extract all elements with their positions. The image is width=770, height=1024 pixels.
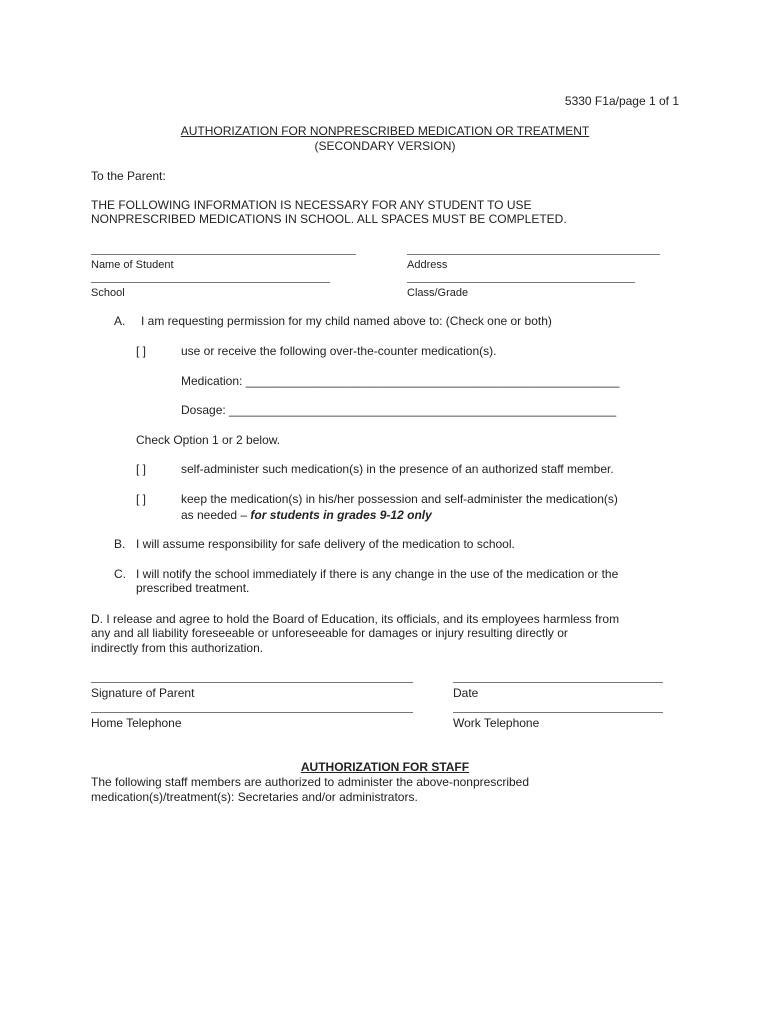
staff-heading: AUTHORIZATION FOR STAFF	[300, 760, 470, 774]
date-label: Date	[453, 686, 479, 700]
work-telephone-line[interactable]	[453, 712, 663, 713]
medication-blank[interactable]: ________________________________________________________	[245, 374, 620, 388]
form-title-line1: AUTHORIZATION FOR NONPRESCRIBED MEDICATION OR TREATMENT	[180, 124, 590, 138]
staff-heading-wrap	[0, 760, 770, 774]
medication-label: Medication:	[181, 374, 243, 388]
student-name-line[interactable]	[91, 254, 356, 255]
option-2-grades-emphasis: for students in grades 9-12 only	[250, 508, 432, 522]
school-label: School	[91, 287, 125, 299]
checkbox-option-2[interactable]: [ ]	[136, 492, 147, 506]
staff-line1: The following staff members are authorized to administer the above-nonprescribed	[91, 775, 530, 789]
section-b-text: I will assume responsibility for safe delivery of the medication to school.	[136, 537, 515, 551]
check-option-text: Check Option 1 or 2 below.	[136, 433, 281, 447]
section-d-line2: any and all liability foreseeable or unforeseeable for damages or injury resulting directly or	[91, 626, 568, 640]
section-b-marker: B.	[114, 537, 126, 551]
class-grade-line[interactable]	[407, 282, 635, 283]
section-d-line1: D. I release and agree to hold the Board of Education, its officials, and its employees harmless from	[91, 612, 620, 626]
section-d-line3: indirectly from this authorization.	[91, 641, 264, 655]
notice-line2: NONPRESCRIBED MEDICATIONS IN SCHOOL. ALL SPACES MUST BE COMPLETED.	[91, 212, 567, 226]
signature-of-parent-label: Signature of Parent	[91, 686, 195, 700]
checkbox-use-medication[interactable]: [ ]	[136, 344, 147, 358]
medication-field	[181, 374, 619, 388]
school-line[interactable]	[91, 282, 330, 283]
option-use-text: use or receive the following over-the-counter medication(s).	[181, 344, 497, 358]
section-c-marker: C.	[114, 567, 126, 581]
option-2-line2	[181, 508, 432, 522]
address-line[interactable]	[407, 254, 660, 255]
form-subtitle: (SECONDARY VERSION)	[314, 139, 456, 153]
notice-line1: THE FOLLOWING INFORMATION IS NECESSARY FOR ANY STUDENT TO USE	[91, 198, 532, 212]
section-a-marker: A.	[114, 314, 126, 328]
work-telephone-label: Work Telephone	[453, 716, 540, 730]
option-2-line1: keep the medication(s) in his/her possession and self-administer the medication(s)	[181, 492, 618, 506]
signature-line[interactable]	[91, 682, 413, 683]
dosage-field	[181, 403, 616, 417]
section-a-text: I am requesting permission for my child named above to: (Check one or both)	[141, 314, 552, 328]
dosage-label: Dosage:	[181, 403, 226, 417]
class-grade-label: Class/Grade	[407, 287, 469, 299]
checkbox-option-1[interactable]: [ ]	[136, 462, 147, 476]
staff-line2: medication(s)/treatment(s): Secretaries and/or administrators.	[91, 790, 418, 804]
section-c-line1: I will notify the school immediately if there is any change in the use of the medication or the	[136, 567, 619, 581]
option-1-text: self-administer such medication(s) in the presence of an authorized staff member.	[181, 462, 614, 476]
form-title	[0, 124, 770, 138]
home-telephone-line[interactable]	[91, 712, 413, 713]
option-2-as-needed: as needed –	[181, 508, 248, 522]
section-c-line2: prescribed treatment.	[136, 581, 250, 595]
name-of-student-label: Name of Student	[91, 259, 174, 271]
home-telephone-label: Home Telephone	[91, 716, 182, 730]
address-label: Address	[407, 259, 448, 271]
form-code: 5330 F1a/page 1 of 1	[564, 94, 679, 108]
greeting: To the Parent:	[91, 169, 166, 183]
date-line[interactable]	[453, 682, 663, 683]
dosage-blank[interactable]: __________________________________________________________	[229, 403, 617, 417]
